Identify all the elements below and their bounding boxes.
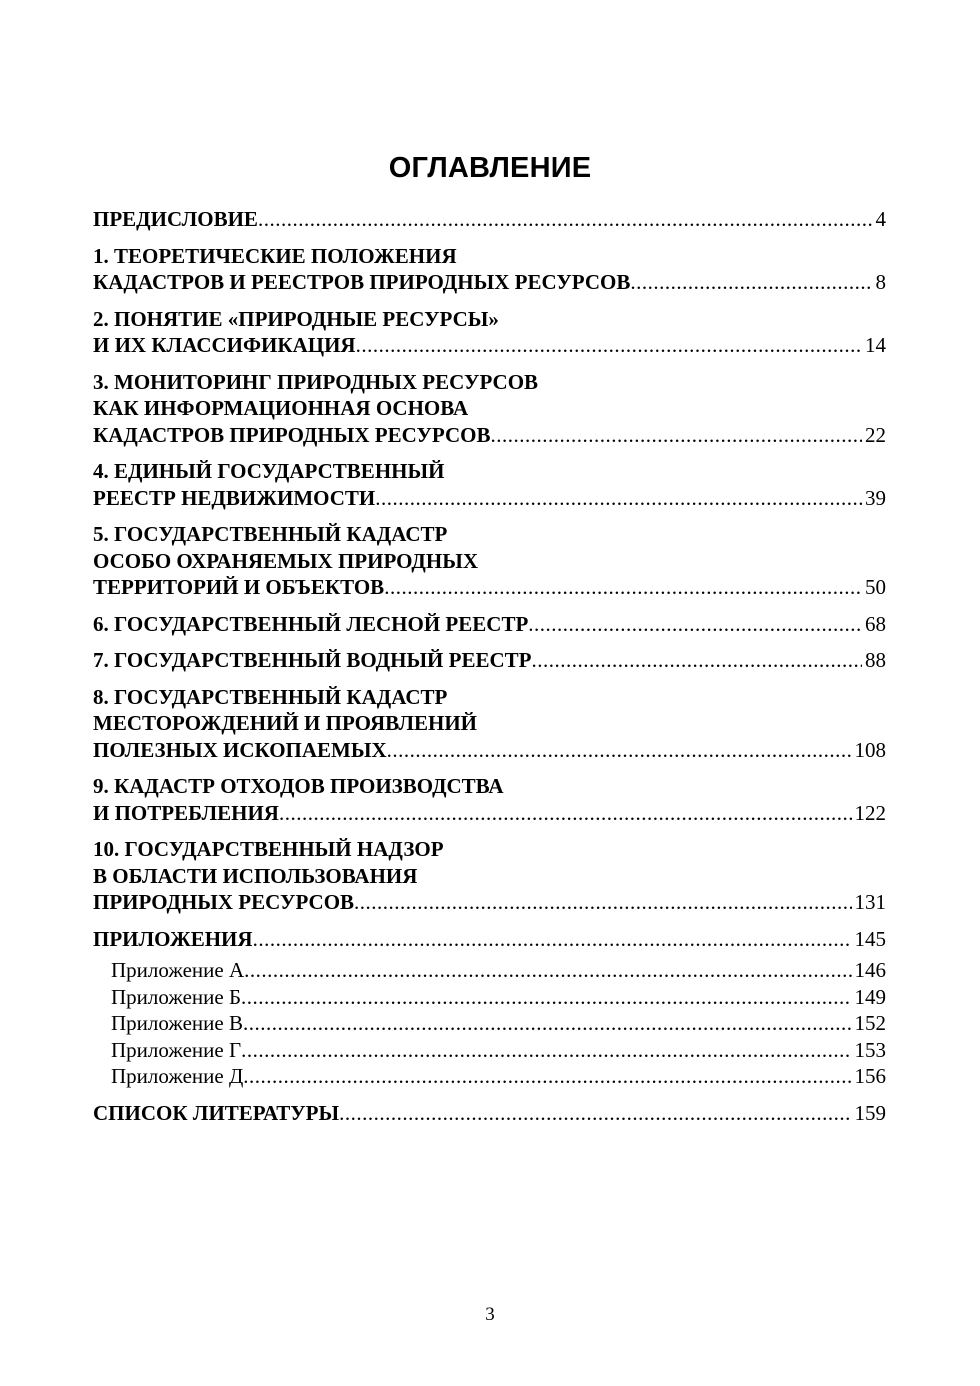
page-number: 3	[485, 1304, 495, 1325]
toc-page-number: 122	[854, 800, 886, 825]
toc-appendix-b[interactable]	[93, 984, 886, 1011]
dot-leader	[279, 800, 852, 827]
toc-entry-title: 5. ГОСУДАРСТВЕННЫЙ КАДАСТР	[93, 522, 448, 546]
dot-leader	[387, 737, 852, 764]
toc-entry-title: 6. ГОСУДАРСТВЕННЫЙ ЛЕСНОЙ РЕЕСТР	[93, 611, 529, 636]
toc-page-number: 146	[854, 958, 886, 982]
toc-appendix-a[interactable]	[93, 957, 886, 984]
toc-entry-references[interactable]	[93, 1100, 886, 1127]
toc-entry-title: РЕЕСТР НЕДВИЖИМОСТИ	[93, 485, 376, 510]
dot-leader	[375, 485, 862, 512]
toc-entry-chapter-2[interactable]	[93, 306, 886, 359]
toc-page-number: 153	[854, 1037, 886, 1062]
toc-entry-chapter-10[interactable]	[93, 836, 886, 916]
toc-entry-chapter-9[interactable]	[93, 773, 886, 826]
toc-page-number: 88	[865, 648, 886, 672]
toc-page-number: 50	[865, 575, 886, 599]
toc-entry-title: 10. ГОСУДАРСТВЕННЫЙ НАДЗОР	[93, 837, 444, 861]
toc-appendix-v[interactable]	[93, 1010, 886, 1037]
toc-entry-title: КАДАСТРОВ И РЕЕСТРОВ ПРИРОДНЫХ РЕСУРСОВ	[93, 270, 631, 294]
dot-leader	[253, 926, 852, 953]
dot-leader	[354, 889, 851, 916]
toc-page-number: 149	[854, 984, 886, 1009]
toc-entry-title: ПОЛЕЗНЫХ ИСКОПАЕМЫХ	[93, 737, 387, 762]
toc-entry-title: ПРИЛОЖЕНИЯ	[93, 926, 253, 951]
appendix-label: Приложение В	[111, 1011, 243, 1035]
toc-appendix-d[interactable]	[93, 1063, 886, 1090]
dot-leader	[356, 332, 862, 359]
toc-entry-chapter-7[interactable]	[93, 647, 886, 674]
toc-page-number: 152	[854, 1011, 886, 1035]
toc-entry-title: 2. ПОНЯТИЕ «ПРИРОДНЫЕ РЕСУРСЫ»	[93, 306, 499, 331]
dot-leader	[339, 1100, 851, 1127]
dot-leader	[490, 422, 862, 449]
toc-page-number: 39	[865, 485, 886, 510]
dot-leader	[258, 206, 873, 233]
dot-leader	[243, 1063, 851, 1090]
toc-appendix-g[interactable]	[93, 1037, 886, 1064]
appendix-label: Приложение А	[111, 958, 245, 982]
toc-entry-chapter-4[interactable]	[93, 458, 886, 511]
toc-entry-chapter-5[interactable]	[93, 521, 886, 601]
toc-page-number: 4	[875, 207, 886, 231]
appendix-list	[93, 957, 886, 1090]
dot-leader	[243, 1010, 852, 1037]
toc-entry-chapter-3[interactable]	[93, 369, 886, 449]
toc-page-number: 159	[854, 1100, 886, 1125]
toc-page-number: 145	[854, 926, 886, 951]
appendix-label: Приложение Д	[111, 1064, 244, 1088]
toc-entry-title: 4. ЕДИНЫЙ ГОСУДАРСТВЕННЫЙ	[93, 459, 445, 483]
toc-entry-title: КАДАСТРОВ ПРИРОДНЫХ РЕСУРСОВ	[93, 422, 491, 447]
toc-entry-appendices[interactable]	[93, 926, 886, 953]
toc-page-number: 108	[854, 737, 886, 762]
toc-page-number: 8	[875, 270, 886, 294]
toc-entry-title: 3. МОНИТОРИНГ ПРИРОДНЫХ РЕСУРСОВ	[93, 369, 539, 394]
dot-leader	[528, 611, 862, 638]
dot-leader	[244, 957, 851, 984]
toc-entry-title: СПИСОК ЛИТЕРАТУРЫ	[93, 1100, 340, 1125]
dot-leader	[532, 647, 863, 674]
toc-entry-title: 1. ТЕОРЕТИЧЕСКИЕ ПОЛОЖЕНИЯ	[93, 243, 457, 268]
toc-page-number: 68	[865, 611, 886, 636]
toc-entry-title: 7. ГОСУДАРСТВЕННЫЙ ВОДНЫЙ РЕЕСТР	[93, 648, 532, 672]
toc-entry-chapter-6[interactable]	[93, 611, 886, 638]
dot-leader	[630, 269, 872, 296]
toc-entry-title: И ИХ КЛАССИФИКАЦИЯ	[93, 333, 356, 357]
toc-entry-title: ПРИРОДНЫХ РЕСУРСОВ	[93, 890, 355, 914]
toc-page-number: 156	[854, 1064, 886, 1088]
toc-entry-title: КАК ИНФОРМАЦИОННАЯ ОСНОВА	[93, 396, 469, 420]
table-of-contents	[93, 206, 886, 1136]
toc-entry-title: 8. ГОСУДАРСТВЕННЫЙ КАДАСТР	[93, 684, 448, 709]
toc-entry-chapter-8[interactable]	[93, 684, 886, 764]
toc-page-number: 131	[854, 890, 886, 914]
toc-entry-title: МЕСТОРОЖДЕНИЙ И ПРОЯВЛЕНИЙ	[93, 711, 477, 735]
toc-entry-title: ПРЕДИСЛОВИЕ	[93, 207, 258, 231]
toc-entry-title: ТЕРРИТОРИЙ И ОБЪЕКТОВ	[93, 575, 385, 599]
toc-entry-preface[interactable]	[93, 206, 886, 233]
toc-entry-title: И ПОТРЕБЛЕНИЯ	[93, 800, 279, 825]
page-title: ОГЛАВЛЕНИЕ	[388, 152, 592, 184]
toc-entry-title: В ОБЛАСТИ ИСПОЛЬЗОВАНИЯ	[93, 863, 418, 888]
appendix-label: Приложение Г	[111, 1037, 242, 1062]
dot-leader	[384, 574, 862, 601]
toc-entry-title: 9. КАДАСТР ОТХОДОВ ПРОИЗВОДСТВА	[93, 774, 504, 798]
dot-leader	[241, 984, 851, 1011]
toc-page-number: 22	[865, 422, 886, 447]
dot-leader	[241, 1037, 851, 1064]
toc-page-number: 14	[865, 333, 886, 357]
appendix-label: Приложение Б	[111, 984, 242, 1009]
toc-entry-chapter-1[interactable]	[93, 243, 886, 296]
toc-entry-title: ОСОБО ОХРАНЯЕМЫХ ПРИРОДНЫХ	[93, 548, 479, 573]
